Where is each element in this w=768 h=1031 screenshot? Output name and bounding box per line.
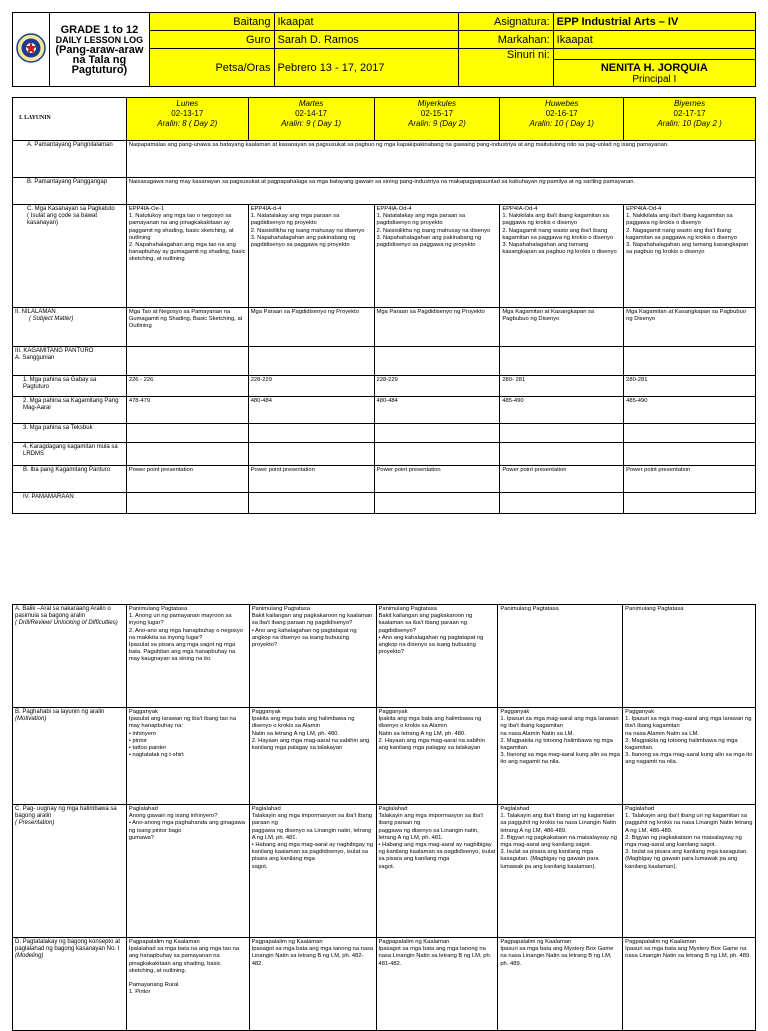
proc-cell: Pagganyak Ipakita ang mga bata ang halimbawa ng disenyo o krokis sa Alamin Natin sa letrang A ng LM, ph. 480. 2. Hayaan ang mga mag-aaral na sabihin ang kanilang mga palagay sa talakayan (249, 708, 376, 805)
proc-cell: Pagpapalalim ng Kaalaman Ipalalahad sa mga bata na ang mga tao na ang hanapbuhay sa pamayanan na pinagkakakitaan ang shading, basic sketching, at outlining. Pamayanang Rural 1. Pintor (126, 938, 249, 1031)
proc-cell: Panimulang Pagtatasa Bakit kailangan ang pagkakaroon ng kaalaman sa iba't ibang paraan ng pagdidisenyo? • Ano ang kahalagahan ng pagtatapat ng angkop na disenyo sa isang bubuuing proyekto? (249, 605, 376, 708)
proc-cell: Paglalahad Talakayin ang mga impormasyon sa iba't ibang paraan ng paggawa ng disenyo sa Linangin natin, letrang A ng LM, ph. 481. • Habang ang mga mag-aaral ay nagbibigay ng kanilang kaalaman sa pagdidisenyo, isulat sa pisara ang kanilang mga sagot. (249, 805, 376, 938)
proc-cell: Pagpapalalim ng Kaalaman Ipasuri sa mga bata ang Mystery Box Game na nasa Linangin Natin sa letrang B ng LM, ph. 489. (498, 938, 623, 1031)
day-header-biyernes (624, 98, 756, 141)
proc-cell: Paglalahad Talakayin ang mga impormasyon sa iba't ibang paraan ng paggawa ng disenyo sa Linangin natin, letrang A ng LM, ph. 481. • Habang ang mga mag-aaral ay nagbibigay ng kanilang kaalaman sa pagdidisenyo, isulat sa pisara ang kanilang mga sagot. (376, 805, 498, 938)
pamamaraan-table (12, 604, 756, 1031)
row-cell (248, 424, 374, 443)
empty-cell (500, 347, 624, 376)
row-cell: Power point presentation (126, 466, 248, 493)
kasanayan-cell: EPP4IA-Od-4 1. Natatalakay ang mga paraan sa pagdidisenyo ng proyekto 2. Naisisilikha ng isang mahusay na disenyo 3. Napahahalagahan ang pakinabang ng pagdidisenyo sa paggawa ng proyekto (374, 205, 500, 308)
proc-cell: Pagpapalalim ng Kaalaman Ipasuri sa mga bata ang Mystery Box Game na nasa Linangin Natin sa letrang B ng LM, ph. 489. (623, 938, 756, 1031)
pamamaraan-label: IV. PAMAMARAAN (13, 493, 127, 514)
pamantayan-pagganap-text: Naisasagawa nang may kasanayan sa pagsusukat at pagpapahalaga sa mga batayang gawain sa sining pang-industriya na makapagpapaunlad sa kabuhayan ng pamilya at ng sariling pamayanan. (126, 178, 755, 205)
day-header-miyerkules (374, 98, 500, 141)
day-aralin: Aralin: 10 (Day 2 ) (657, 119, 722, 128)
proc-cell: Panimulang Pagtatasa (623, 605, 756, 708)
row-cell: 228-229 (374, 376, 500, 397)
nilalaman-cell: Mga Paraan sa Pagdidisenyo ng Proyekto (374, 308, 500, 347)
row-label: 4. Karagdagang kagamitan mula sa LRDMS (13, 443, 127, 466)
row-cell (624, 424, 756, 443)
sinuri-blank (553, 49, 755, 60)
row-label: B. Iba pang Kagamitang Panturo (13, 466, 127, 493)
nilalaman-label: II. NILALAMAN (15, 309, 56, 315)
proc-label: B. Paghahabi sa layunin ng aralin (15, 709, 105, 715)
day-date: 02-16-17 (545, 109, 578, 118)
empty-cell (248, 493, 374, 514)
proc-label-cell (13, 708, 127, 805)
kasanayan-sublabel: ( Isulat ang code sa bawat kasanayan) (27, 213, 98, 227)
proc-cell: Pagpapalalim ng Kaalaman Ipasagot sa mga bata ang mga tanong na nasa Linangin Natin sa letrang B ng LM, ph. 482-482. (249, 938, 376, 1031)
row-cell: Power point presentation (624, 466, 756, 493)
proc-cell: Panimulang Pagtatasa 1. Anong uri ng pamayanan mayroon sa inyong lugar? 2. Ano-ano ang mga hanapbuhay o negosyo na makikita sa inyong lugar? Ipasulat sa pisara ang mga sagot ng mga bata. Paguhitan ang mga hanapbuhay na may kaugnayan sa sining na ito. (126, 605, 249, 708)
row-label: 1. Mga pahina sa Gabay sa Pagtuturo (13, 376, 127, 397)
day-name: Lunes (176, 99, 199, 108)
markahan-label: Markahan: (458, 31, 553, 49)
kasanayan-cell: EPP4IA-Oe-1 1. Natutukoy ang mga tao o negosyo sa pamayanan na ang pinagkakakitaan ay paggamit ng shading, basic sketching, at outlining 2. Napahahalagahan ang mga tao na ang hanapbuhay ay gumagamit ng shading, basic sketching, at outlining (126, 205, 248, 308)
pamantayang-nilalaman-text: Naipapamalas ang pang-unawa sa batayang kaalaman at kasanayan sa pagsusukat sa pagbuo ng mga kapakipakinabang na gawaing pang-industriya at ang maitutulong nito sa pag-unlad ng isang pamayanan. (126, 141, 755, 178)
layunin-table (12, 97, 756, 514)
proc-cell: Pagganyak Ipakita ang mga bata ang halimbawa ng disenyo o krokis sa Alamin Natin sa letrang A ng LM, ph. 480. 2. Hayaan ang mga mag-aaral na sabihin ang kanilang mga palagay sa talakayan (376, 708, 498, 805)
header-table (12, 12, 756, 87)
nilalaman-label-cell (13, 308, 127, 347)
row-cell: 485-490 (624, 397, 756, 424)
principal-title: Principal I (632, 74, 677, 85)
nilalaman-cell: Mga Tao at Negosyo sa Pamayanan na Gumagamit ng Shading, Basic Sketching, at Outlining (126, 308, 248, 347)
empty-cell (374, 347, 500, 376)
row-cell: 280-281 (624, 376, 756, 397)
log-title-cell (50, 13, 150, 87)
day-name: Biyernes (674, 99, 706, 108)
row-cell: 228-229 (248, 376, 374, 397)
nilalaman-sublabel: ( Subject Matter) (29, 316, 74, 323)
proc-cell: Pagpapalalim ng Kaalaman Ipasagot sa mga bata ang mga tanong na nasa Linangin Natin sa letrang B ng LM, ph. 481-482. (376, 938, 498, 1031)
row-cell: Power point presentation (374, 466, 500, 493)
day-name: Martes (298, 99, 324, 108)
nilalaman-cell: Mga Kagamitan at Kasangkapan sa Pagbubuo ng Disenyo (624, 308, 756, 347)
kasanayan-cell: EPP4IA-Od-4 1. Nakikilala ang iba't ibang kagamitan sa paggawa ng krokis o disenyo 2. Nagagamit nang wasto ang iba't ibang kagamitan sa paggawa ng krokis o disenyo 3. Napahahalagahan ang tamang kasangkapan sa pagbuo ng krokis o disenyo (500, 205, 624, 308)
proc-cell: Paglalahad Anong gawain ng isang inhinyero? • Ano-anong mga paghahanda ang ginagawa ng isang pintor bago gumawa? (126, 805, 249, 938)
row-cell (126, 424, 248, 443)
day-name: Miyerkules (417, 99, 457, 108)
nilalaman-cell: Mga Kagamitan at Kasangkapan sa Pagbubuo ng Disenyo (500, 308, 624, 347)
kagamitan-label-cell (13, 347, 127, 376)
row-cell (374, 424, 500, 443)
row-label: 2. Mga pahina sa Kagamitang Pang Mag-Aaral (13, 397, 127, 424)
row-cell: 280- 281 (500, 376, 624, 397)
pamantayan-pagganap-label: B. Pamantayang Panggangap (13, 178, 127, 205)
grade-range: GRADE 1 to 12 (60, 23, 139, 36)
proc-cell: Pagganyak 1. Ipasuri sa mga mag-aaral ang mga larawan ng iba't ibang kagamitan na nasa Alamin Natin sa LM. 2. Magpakita ng totoong halimbawa ng mga kagamitan. 3. Itanong sa mga mag-aaral kung alin sa mga ito ang nagamit na nila. (623, 708, 756, 805)
log-title: DAILY LESSON LOG (55, 34, 144, 45)
guro-label: Guro (149, 31, 274, 49)
row-cell: 478-479 (126, 397, 248, 424)
kagamitan-label: III. KAGAMITANG PANTURO (15, 348, 94, 354)
row-cell: Power point presentation (500, 466, 624, 493)
proc-label: A. Balik –Aral sa nakaraang Aralin o pasimula sa bagong aralin (15, 606, 111, 620)
day-header-huwebes (500, 98, 624, 141)
row-cell (248, 443, 374, 466)
day-aralin: Aralin: 10 ( Day 1) (529, 119, 594, 128)
row-cell (500, 424, 624, 443)
kasanayan-label-cell (13, 205, 127, 308)
sinuri-label: Sinuri ni: (458, 49, 553, 87)
empty-cell (624, 347, 756, 376)
day-date: 02-14-17 (295, 109, 328, 118)
principal-name: NENITA H. JORQUIA (600, 62, 708, 74)
empty-cell (126, 347, 248, 376)
log-subtitle: (Pang-araw-araw na Tala ng Pagtuturo) (55, 43, 144, 76)
day-date: 02-15-17 (420, 109, 453, 118)
row-cell (624, 443, 756, 466)
proc-label-cell (13, 938, 127, 1031)
guro-value: Sarah D. Ramos (274, 31, 458, 49)
row-cell: 480-484 (374, 397, 500, 424)
proc-label: D. Pagtatalakay ng bagong konsepto at paglalahad ng bagong kasanayan No. I (15, 939, 121, 953)
proc-sublabel: (Modeling) (15, 953, 44, 960)
day-header-lunes (126, 98, 248, 141)
deped-seal-cell (13, 13, 50, 87)
markahan-value: Ikaapat (553, 31, 755, 49)
proc-label: C. Pag- uugnay ng mga halimbawa sa bagong aralin (15, 806, 117, 820)
deped-seal-icon (16, 33, 46, 63)
proc-label-cell (13, 605, 127, 708)
proc-label-cell (13, 805, 127, 938)
kasanayan-cell: EPP4IA-d-4 1. Natatalakay ang mga paraan sa pagdidisenyo ng proyekto 2. Naisisilikha ng isang mahusay na disenyo 3. Napahahalagahan ang pakinabang ng pagdidisenyo sa paggawa ng proyekto (248, 205, 374, 308)
empty-cell (500, 493, 624, 514)
row-cell: Power point presentation (248, 466, 374, 493)
row-cell (374, 443, 500, 466)
principal-cell (553, 60, 755, 87)
row-cell (500, 443, 624, 466)
proc-cell: Paglalahad 1. Talakayin ang iba't ibang uri ng kagamitan sa pagguhit ng krokis na nasa Linangin Natin letrang A ng LM, 486-489. 2. Bigyan ng pagkakataon na maisalaysay ng mga mag-aaral ang kanilang sagot. 3. Isulat sa pisara ang kanilang mga kasagutan. (Magbigay ng gawain para lumawak pa ang kanilang kaalaman). (498, 805, 623, 938)
petsa-value: Pebrero 13 - 17, 2017 (274, 49, 458, 87)
row-cell: 480-484 (248, 397, 374, 424)
proc-cell: Pagganyak 1. Ipasuri sa mga mag-aaral ang mga larawan ng iba't ibang kagamitan na nasa Alamin Natin sa LM. 2. Magpakita ng totoong halimbawa ng mga kagamitan. 3. Itanong sa mga mag-aaral kung alin sa mga ito ang nagamit na nila. (498, 708, 623, 805)
baitang-value: Ikaapat (274, 13, 458, 31)
day-aralin: Aralin: 9 ( Day 1) (281, 119, 342, 128)
empty-cell (374, 493, 500, 514)
row-cell: 226 - 226 (126, 376, 248, 397)
day-aralin: Aralin: 8 ( Day 2) (157, 119, 218, 128)
proc-cell: Panimulang Pagtatasa Bakit kailangan ang pagkakaroon ng kaalaman sa iba't ibang paraan ng pagdidisenyo? • Ano ang kahalagahan ng pagtatapat ng angkop na disenyo sa isang bubuuing proyekto? (376, 605, 498, 708)
row-cell: 485-490 (500, 397, 624, 424)
proc-cell: Panimulang Pagtatasa (498, 605, 623, 708)
proc-cell: Paglalahad 1. Talakayin ang iba't ibang uri ng kagamitan sa pagguhit ng krokis na nasa Linangin Natin letrang A ng LM, 486-489. 2. Bigyan ng pagkakataon na maisalaysay ng mga mag-aaral ang kanilang sagot. 3. Isulat sa pisara ang kanilang mga kasagutan. (Magbigay ng gawain para lumawak pa ang kanilang kaalaman). (623, 805, 756, 938)
proc-sublabel: (Motivation) (15, 716, 47, 723)
proc-cell: Pagganyak Ipasulat ang larawan ng iba't ibang tao na may hanapbuhay na: • inhinyero • pintor • tattoo painter • nagtatatak ng t-shirt (126, 708, 249, 805)
nilalaman-cell: Mga Paraan sa Pagdidisenyo ng Proyekto (248, 308, 374, 347)
row-cell (126, 443, 248, 466)
asignatura-label: Asignatura: (458, 13, 553, 31)
empty-cell (126, 493, 248, 514)
layunin-title: I. LAYUNIN (13, 98, 127, 141)
day-aralin: Aralin: 9 (Day 2) (408, 119, 466, 128)
pamantayang-nilalaman-label: A. Pamantayang Pangnilalaman (13, 141, 127, 178)
empty-cell (624, 493, 756, 514)
proc-sublabel: ( Presentation) (15, 820, 55, 827)
empty-cell (248, 347, 374, 376)
asignatura-value: EPP Industrial Arts – IV (553, 13, 755, 31)
kasanayan-cell: EPP4IA-Od-4 1. Nakikilala ang iba't ibang kagamitan sa paggawa ng krokis o disenyo 2. Nagagamit nang wasto ang iba't ibang kagamitan sa paggawa ng krokis o disenyo 3. Napahahalagahan ang tamang kasangkapan sa pagbuo ng krokis o disenyo (624, 205, 756, 308)
proc-sublabel: ( Drill/Review/ Unlocking of Difficulties) (15, 620, 118, 627)
row-label: 3. Mga pahina sa Teksbuk (13, 424, 127, 443)
petsa-label: Petsa/Oras (149, 49, 274, 87)
day-date: 02-17-17 (673, 109, 706, 118)
kasanayan-label: C. Mga Kasanayan sa Pagkatuto (27, 206, 115, 212)
sanggunian-label: A. Sanggunian (15, 355, 55, 362)
day-name: Huwebes (545, 99, 579, 108)
day-header-martes (248, 98, 374, 141)
day-date: 02-13-17 (171, 109, 204, 118)
baitang-label: Baitang (149, 13, 274, 31)
